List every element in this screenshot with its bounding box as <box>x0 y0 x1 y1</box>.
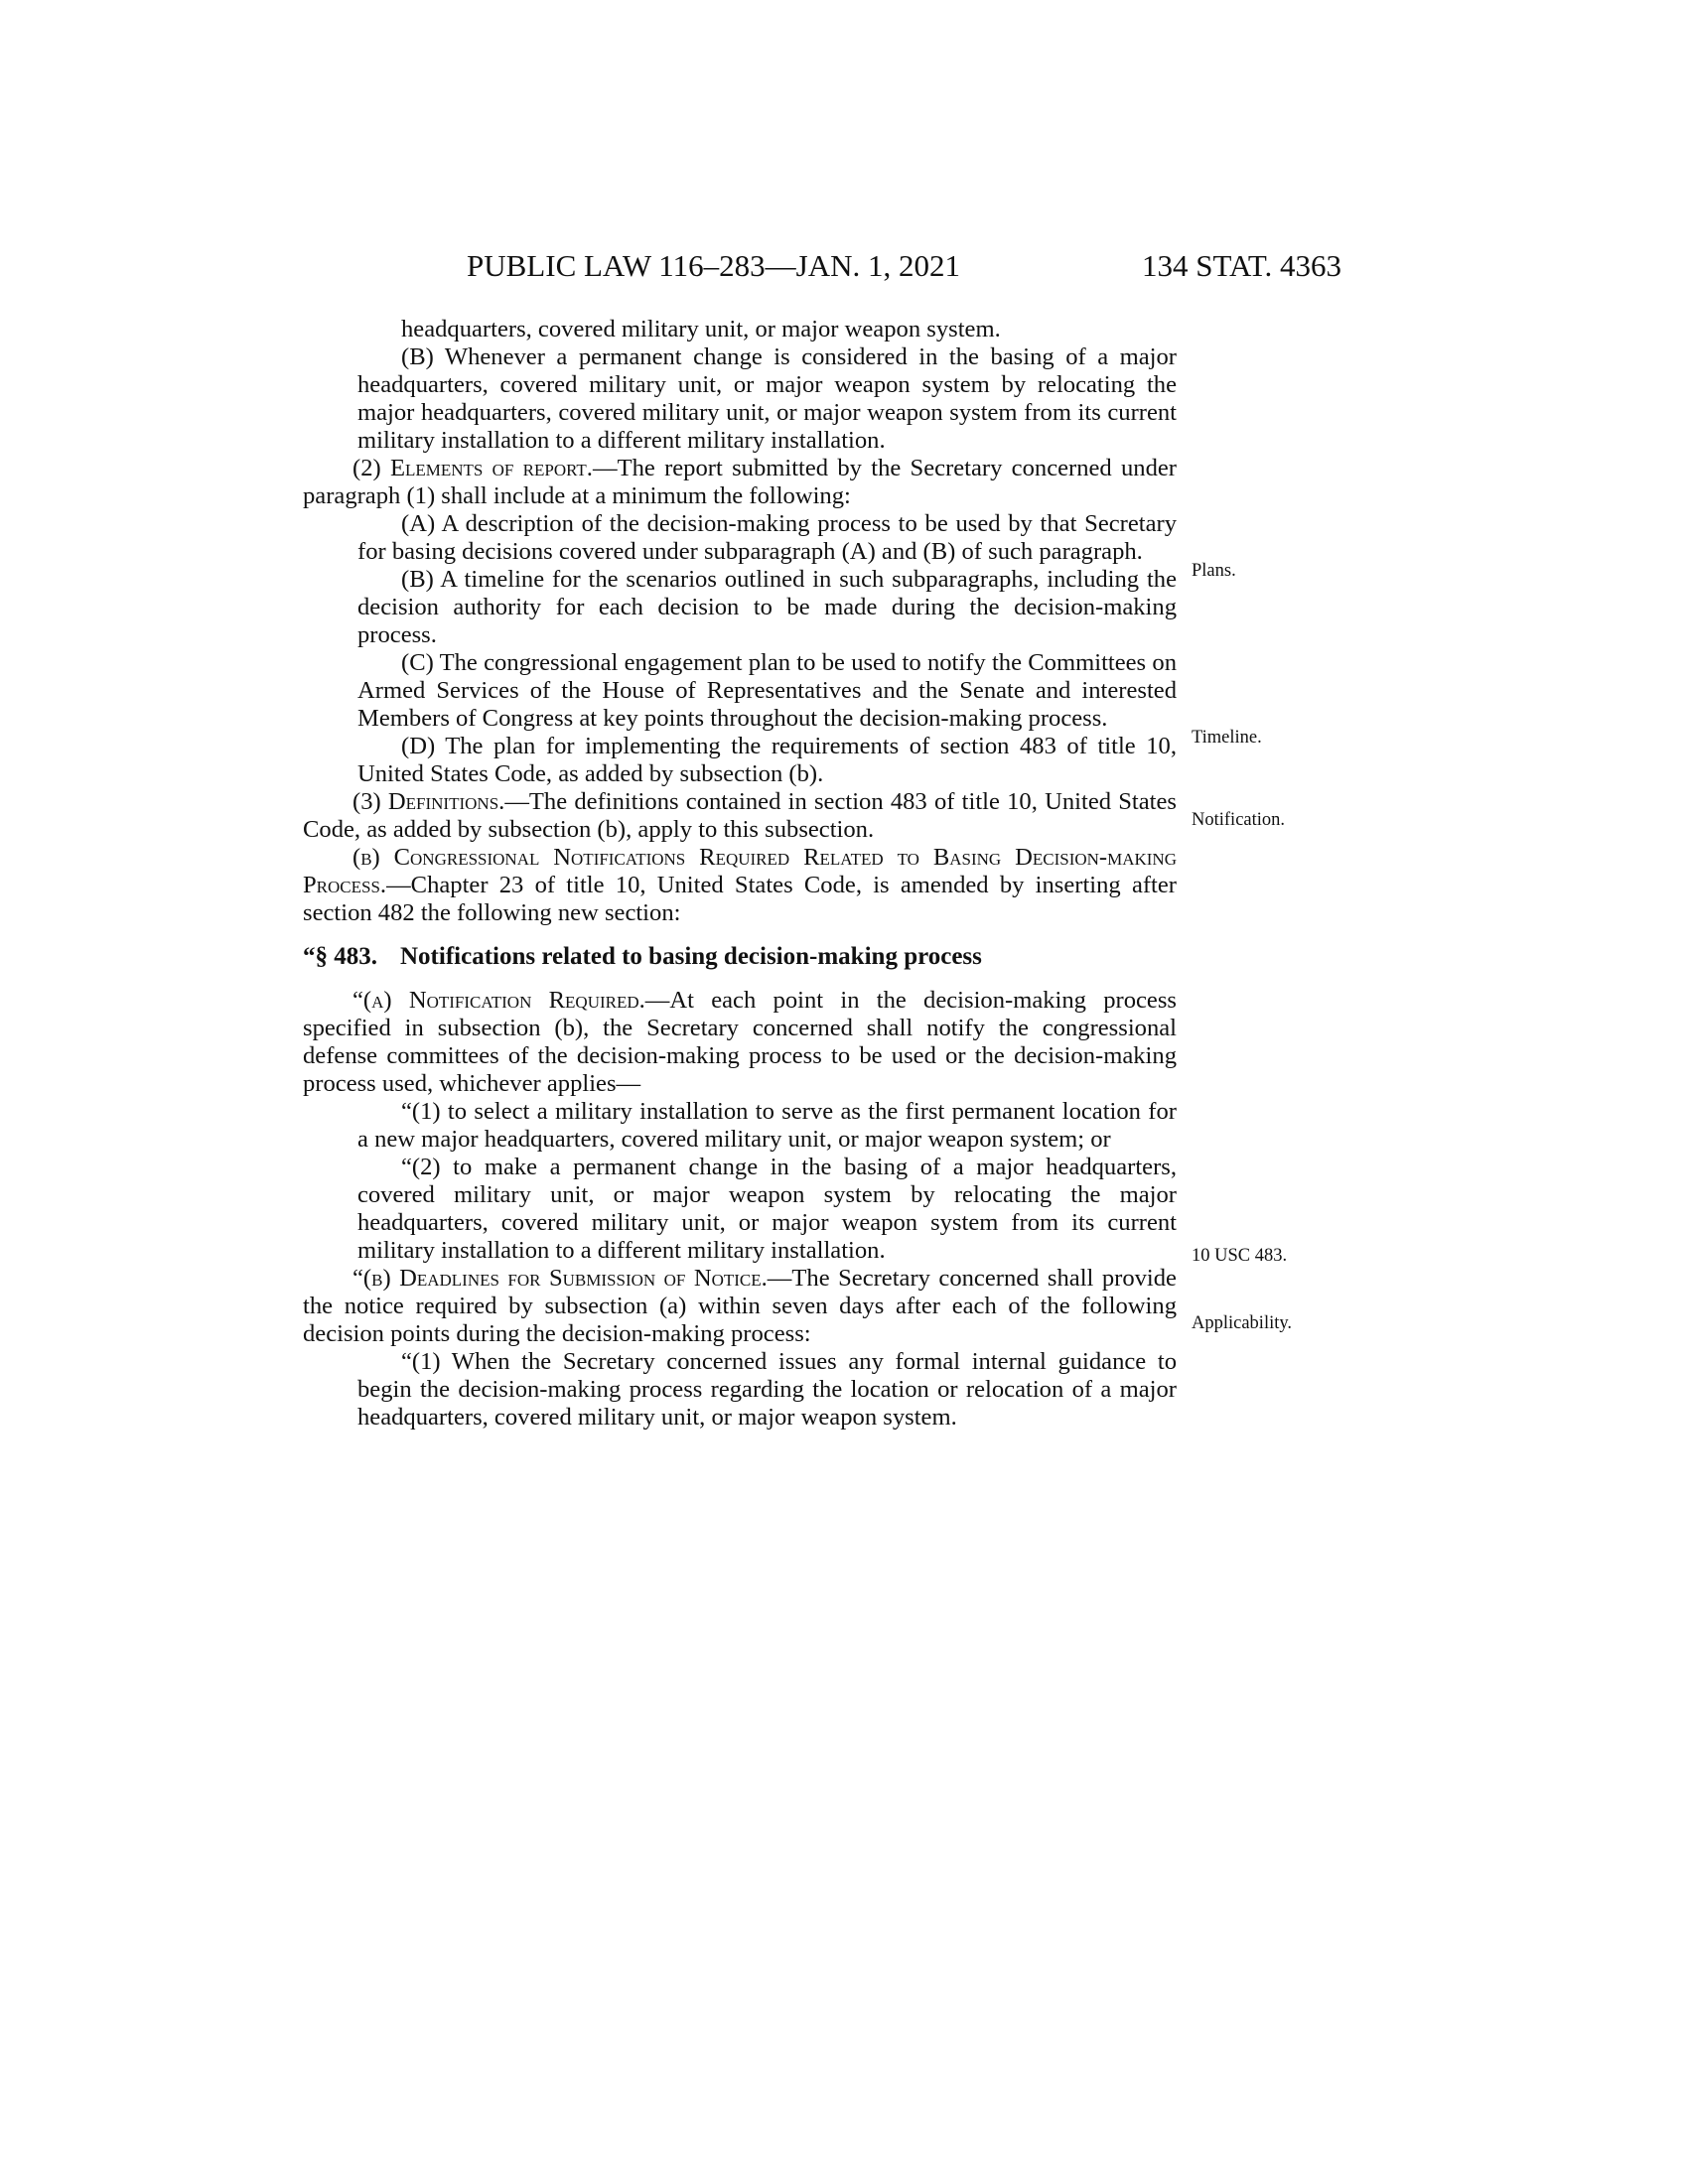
subsection-b-deadlines <box>303 1265 1177 1348</box>
subparagraph-b: (B) Whenever a permanent change is considered in the basing of a major headquarters, covered military unit, or major weapon system by relocating the major headquarters, covered military unit, or major weapon system from its current military installation to a different military installation. <box>357 343 1177 454</box>
subparagraph-c-engagement-plan: (C) The congressional engagement plan to be used to notify the Committees on Armed Services of the House of Representatives and the Senate and interested Members of Congress at key points throughout the decision-making process. <box>357 649 1177 732</box>
subparagraph-d-implementation-plan: (D) The plan for implementing the requirements of section 483 of title 10, United States Code, as added by subsection (b). <box>357 733 1177 787</box>
section-heading-483 <box>303 943 1177 971</box>
heading-deadlines: “(b) Deadlines for Submission of Notice. <box>352 1265 768 1292</box>
margin-note-usc: 10 USC 483. <box>1192 1246 1288 1266</box>
margin-note-notification: Notification. <box>1192 810 1286 830</box>
text-notification-required: —At each point in the decision-making process specified in subsection (b), the Secretary concerned shall notify the congressional defense committees of the decision-making process to be used or the decision-making process used, whichever applies— <box>303 987 1177 1097</box>
text-definitions: —The definitions contained in section 483 of title 10, United States Code, as added by subsection (b), apply to this subsection. <box>303 788 1178 843</box>
clause-1-formal-guidance: “(1) When the Secretary concerned issues any formal internal guidance to begin the decision-making process regarding the location or relocation of a major headquarters, covered military unit, or major weapon system. <box>357 1348 1177 1431</box>
statute-body <box>303 316 1177 1432</box>
paragraph-elements-of-report <box>303 455 1177 510</box>
running-header-title: PUBLIC LAW 116–283—JAN. 1, 2021 <box>467 248 960 283</box>
paragraph-continuation: headquarters, covered military unit, or major weapon system. <box>401 316 1001 342</box>
text-deadlines: —The Secretary concerned shall provide the notice required by subsection (a) within seven days after each of the following decision points during the decision-making process: <box>303 1265 1177 1347</box>
running-header <box>467 248 1360 288</box>
section-title: Notifications related to basing decision-making process <box>400 943 982 970</box>
heading-congressional-notifications: (b) Congressional Notifications Required Related to Basing Decision-making Process. <box>303 844 1177 898</box>
margin-note-timeline: Timeline. <box>1192 728 1262 748</box>
page-number: 134 STAT. 4363 <box>1142 248 1342 283</box>
section-number: “§ 483. <box>303 943 377 970</box>
clause-1-select-installation: “(1) to select a military installation to serve as the first permanent location for a new major headquarters, covered military unit, or major weapon system; or <box>357 1098 1177 1153</box>
margin-note-applicability: Applicability. <box>1192 1313 1293 1333</box>
subparagraph-b-timeline: (B) A timeline for the scenarios outlined in such subparagraphs, including the decision authority for each decision to be made during the decision-making process. <box>357 566 1177 648</box>
clause-2-permanent-change: “(2) to make a permanent change in the basing of a major headquarters, covered military unit, or major weapon system by relocating the major headquarters, covered military unit, or major weapon system from its current military installation to a different military installation. <box>357 1154 1177 1264</box>
subsection-a-notification-required <box>303 987 1177 1098</box>
subsection-b-congressional-notifications <box>303 844 1177 927</box>
text-congressional-notifications: —Chapter 23 of title 10, United States Code, is amended by inserting after section 482 the following new section: <box>303 872 1177 926</box>
heading-elements-of-report: (2) Elements of report. <box>352 455 593 481</box>
paragraph-definitions <box>303 788 1177 844</box>
subparagraph-a-description: (A) A description of the decision-making process to be used by that Secretary for basing decisions covered under subparagraph (A) and (B) of such paragraph. <box>357 510 1177 565</box>
heading-definitions: (3) Definitions. <box>352 788 505 815</box>
margin-note-plans: Plans. <box>1192 561 1236 581</box>
text-elements-of-report: —The report submitted by the Secretary concerned under paragraph (1) shall include at a minimum the following: <box>303 455 1178 509</box>
heading-notification-required: “(a) Notification Required. <box>352 987 645 1014</box>
